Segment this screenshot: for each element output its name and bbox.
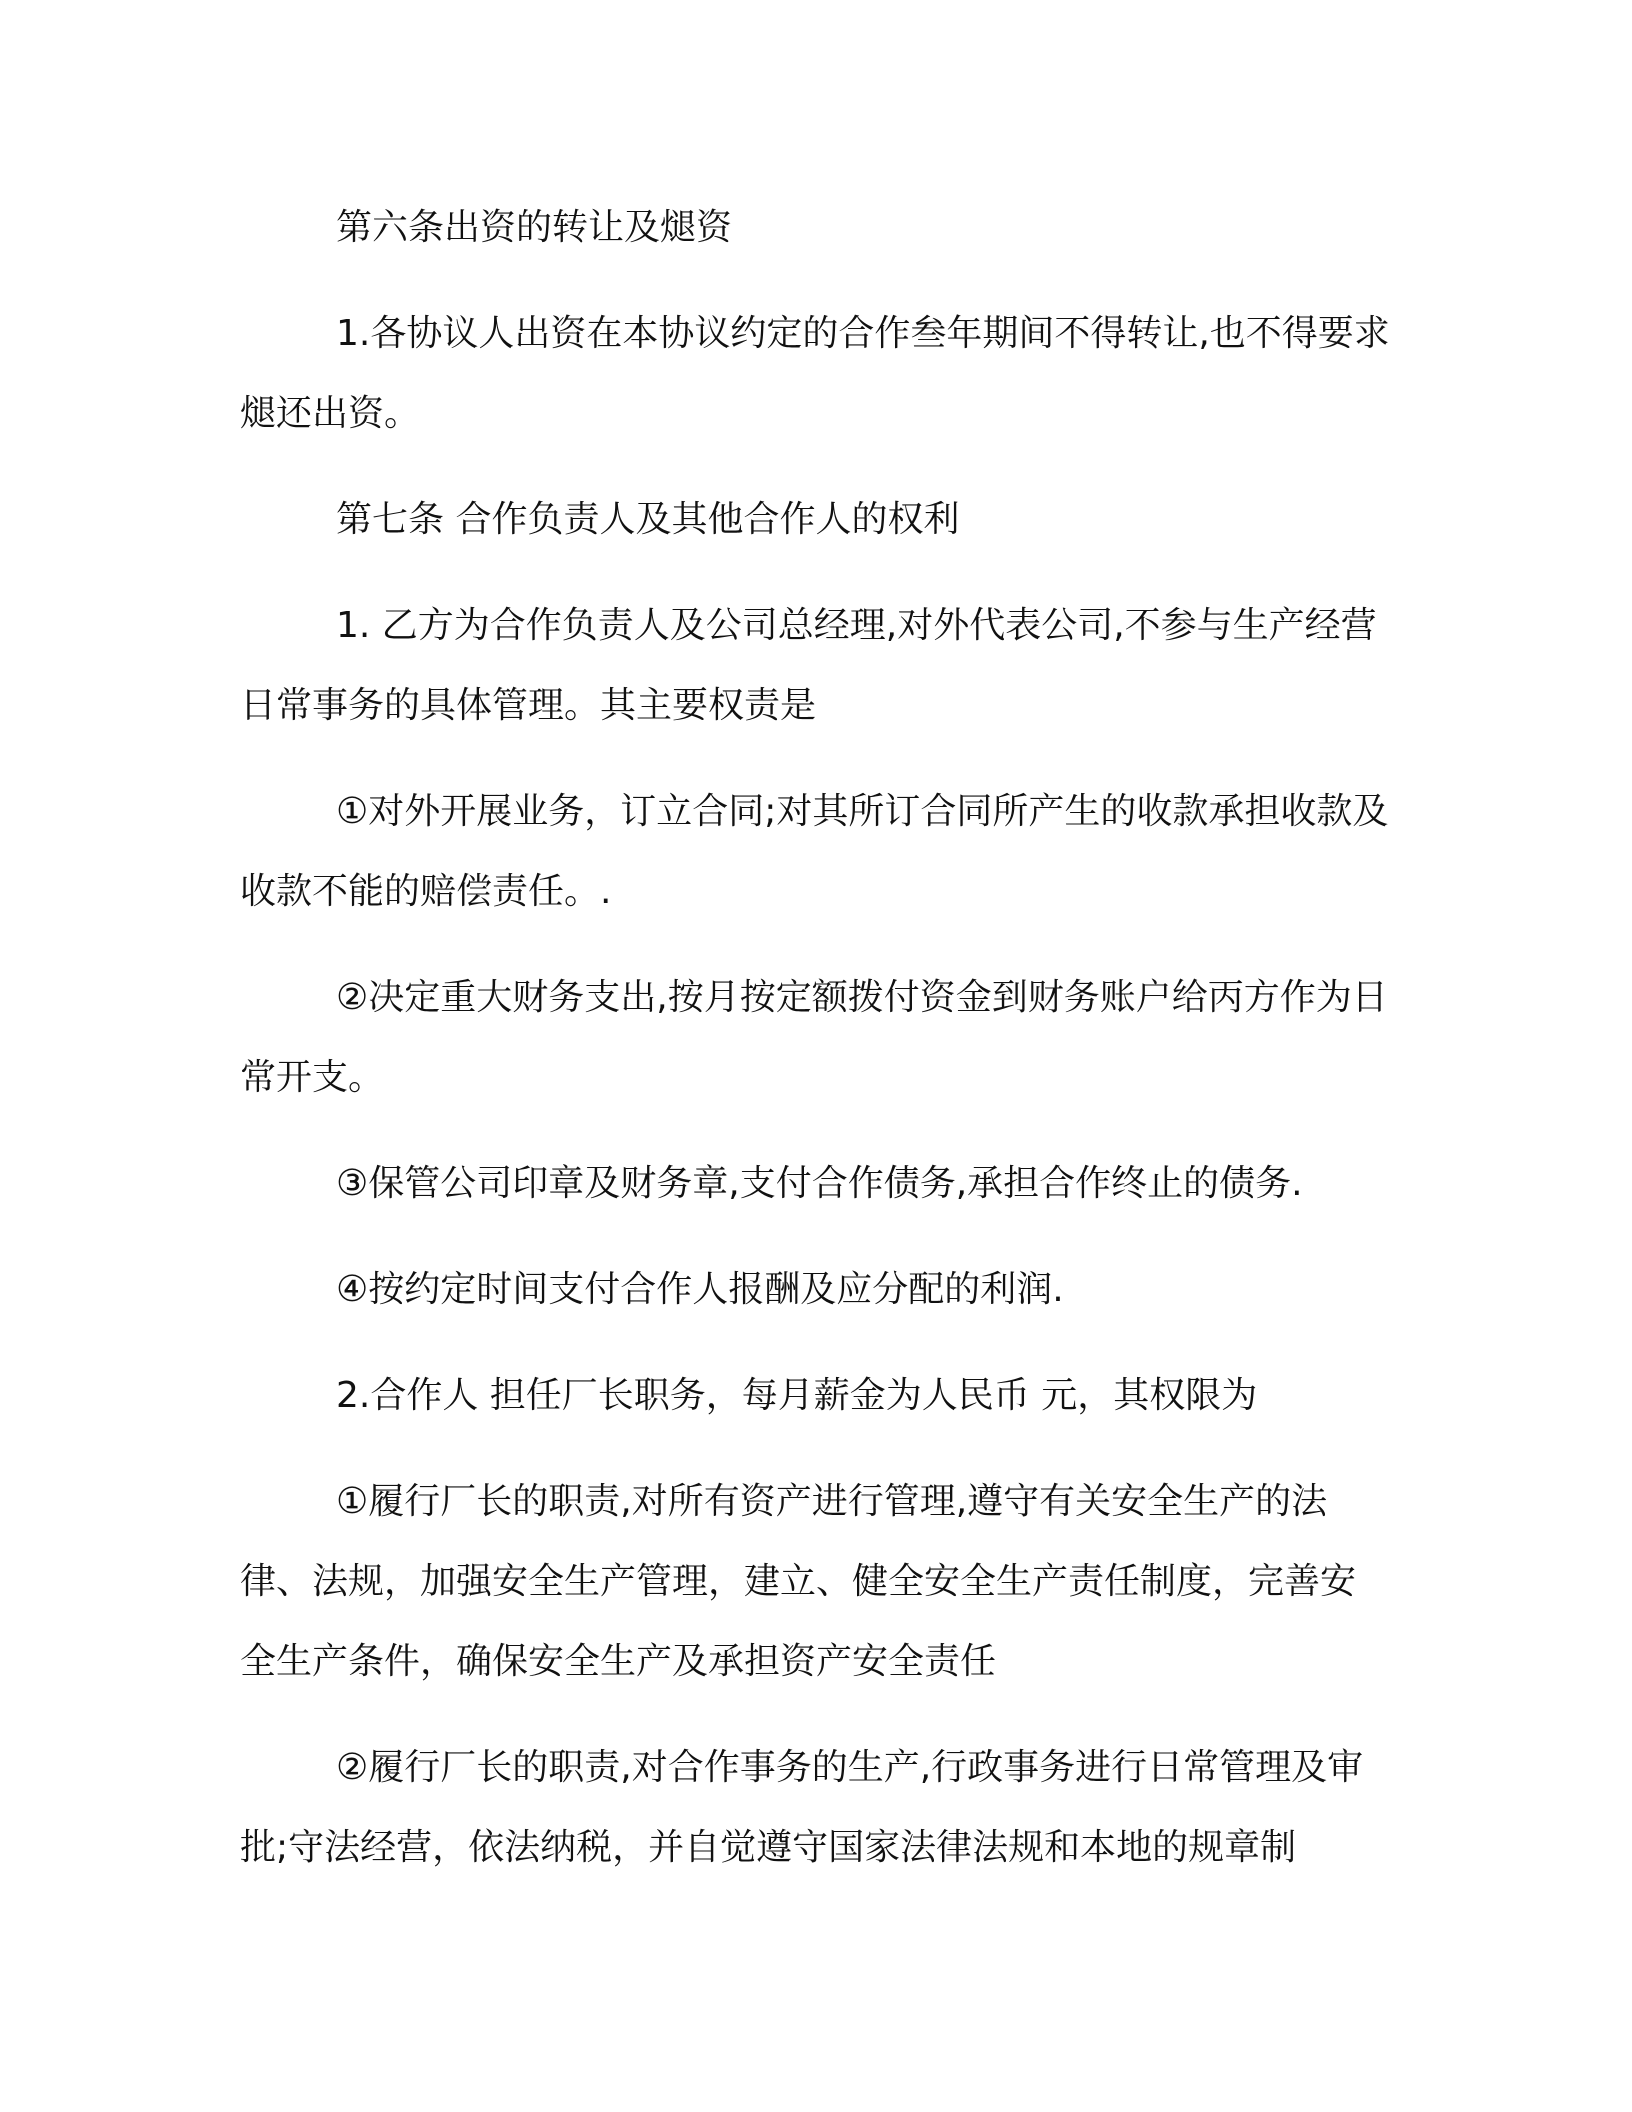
clause-1-item-4: ④按约定时间支付合作人报酬及应分配的利润. — [336, 1269, 1064, 1310]
article-7-clause-2: 2.合作人 担任厂长职务，每月薪金为人民币 元，其权限为 — [336, 1375, 1258, 1416]
clause-2-item-1: ①履行厂长的职责,对所有资产进行管理,遵守有关安全生产的法律、法规，加强安全生产管理，建立、健全安全生产责任制度，完善安全生产条件，确保安全生产及承担资产安全责任 — [240, 1481, 1357, 1682]
article-6-clause-1: 1.各协议人出资在本协议约定的合作叁年期间不得转让,也不得要求煺还出资。 — [240, 313, 1390, 434]
article-7-heading: 第七条 合作负责人及其他合作人的权利 — [336, 499, 960, 540]
clause-2-item-2: ②履行厂长的职责,对合作事务的生产,行政事务进行日常管理及审批;守法经营，依法纳税，并自觉遵守国家法律法规和本地的规章制 — [240, 1747, 1364, 1868]
clause-1-item-3: ③保管公司印章及财务章,支付合作债务,承担合作终止的债务. — [336, 1163, 1303, 1204]
clause-1-item-1: ①对外开展业务，订立合同;对其所订合同所产生的收款承担收款及收款不能的赔偿责任。. — [240, 791, 1389, 912]
article-7-clause-1: 1. 乙方为合作负责人及公司总经理,对外代表公司,不参与生产经营日常事务的具体管理。其主要权责是 — [240, 605, 1377, 726]
clause-1-item-2: ②决定重大财务支出,按月按定额拨付资金到财务账户给丙方作为日常开支。 — [240, 977, 1388, 1098]
document-body — [240, 188, 1390, 1914]
article-6-heading: 第六条出资的转让及煺资 — [336, 207, 733, 248]
